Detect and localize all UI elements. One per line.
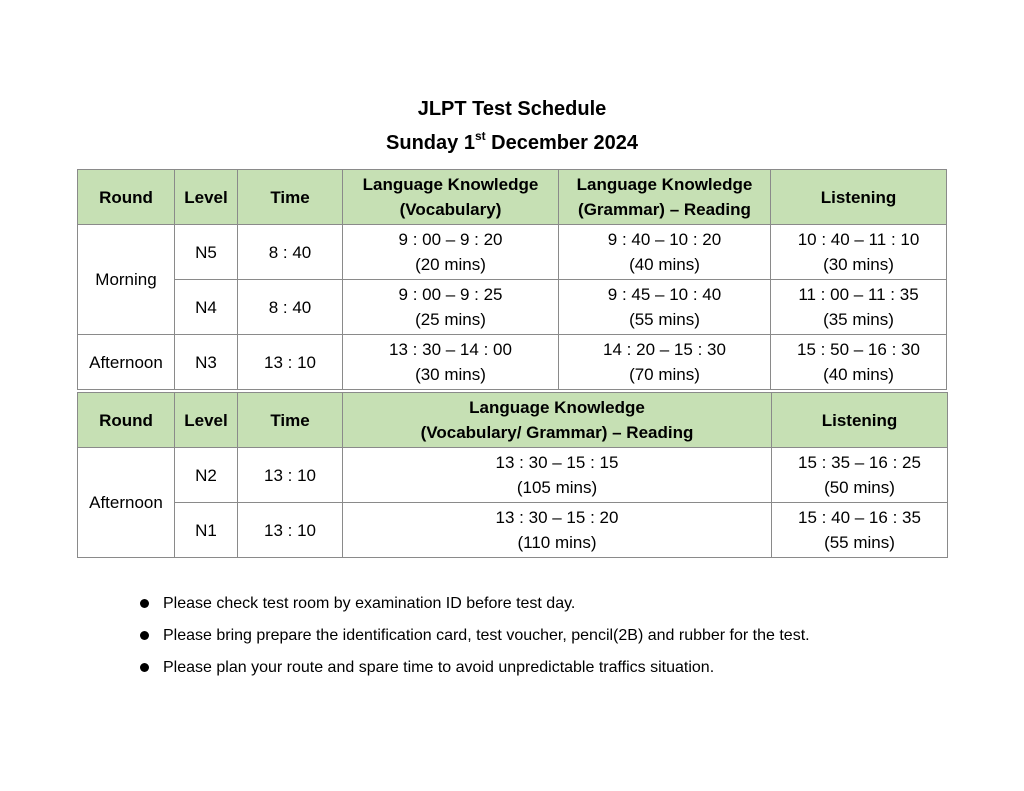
table-header-row — [78, 170, 947, 225]
header-subtext: (Vocabulary) — [399, 200, 502, 219]
header-round: Round — [78, 170, 175, 225]
title-date-suffix: December 2024 — [485, 132, 638, 154]
time-range: 9 : 00 – 9 : 20 — [398, 230, 503, 249]
title-date-ordinal: st — [474, 129, 486, 143]
schedule-table-2 — [77, 392, 948, 558]
language-knowledge-cell — [343, 503, 772, 558]
title-line-2 — [0, 126, 1024, 160]
header-level: Level — [175, 170, 238, 225]
list-item — [137, 624, 810, 656]
time-range: 15 : 40 – 16 : 35 — [798, 508, 921, 527]
table-header-row — [78, 393, 948, 448]
note-text: Please plan your route and spare time to avoid unpredictable traffics situation. — [163, 659, 715, 676]
duration: (40 mins) — [823, 365, 894, 384]
table-row — [78, 280, 947, 335]
note-text: Please bring prepare the identification card, test voucher, pencil(2B) and rubber for the test. — [163, 627, 810, 644]
time-cell: 13 : 10 — [238, 448, 343, 503]
bullet-icon — [140, 599, 149, 608]
header-text: Language Knowledge — [362, 175, 539, 194]
level-cell: N3 — [175, 335, 238, 390]
duration: (55 mins) — [629, 310, 700, 329]
table-row — [78, 225, 947, 280]
time-range: 9 : 45 – 10 : 40 — [607, 285, 722, 304]
header-level: Level — [175, 393, 238, 448]
time-cell: 8 : 40 — [238, 280, 343, 335]
schedule-table-1 — [77, 169, 947, 390]
duration: (70 mins) — [629, 365, 700, 384]
time-range: 13 : 30 – 15 : 15 — [495, 453, 619, 472]
list-item — [137, 592, 810, 624]
time-range: 13 : 30 – 15 : 20 — [495, 508, 619, 527]
header-round: Round — [78, 393, 175, 448]
time-range: 13 : 30 – 14 : 00 — [389, 340, 512, 359]
bullet-icon — [140, 631, 149, 640]
round-cell-morning: Morning — [78, 225, 175, 335]
header-text: Language Knowledge — [576, 175, 753, 194]
vocab-cell — [343, 280, 559, 335]
header-text: Language Knowledge — [469, 398, 645, 417]
listening-cell — [771, 280, 947, 335]
time-range: 15 : 35 – 16 : 25 — [798, 453, 921, 472]
time-range: 14 : 20 – 15 : 30 — [603, 340, 726, 359]
time-cell: 8 : 40 — [238, 225, 343, 280]
duration: (35 mins) — [823, 310, 894, 329]
level-cell: N5 — [175, 225, 238, 280]
header-subtext: (Grammar) – Reading — [578, 200, 751, 219]
level-cell: N4 — [175, 280, 238, 335]
duration: (50 mins) — [824, 478, 895, 497]
duration: (30 mins) — [823, 255, 894, 274]
duration: (110 mins) — [517, 533, 597, 552]
listening-cell — [772, 503, 948, 558]
table-row — [78, 503, 948, 558]
duration: (105 mins) — [516, 478, 598, 497]
time-range: 15 : 50 – 16 : 30 — [797, 340, 920, 359]
title-date-prefix: Sunday 1 — [386, 132, 475, 154]
level-cell: N1 — [175, 503, 238, 558]
level-cell: N2 — [175, 448, 238, 503]
duration: (25 mins) — [415, 310, 486, 329]
duration: (20 mins) — [415, 255, 486, 274]
title-line-1: JLPT Test Schedule — [417, 98, 607, 120]
header-grammar-reading — [559, 170, 771, 225]
header-time: Time — [238, 170, 343, 225]
vocab-cell — [343, 335, 559, 390]
page-title — [0, 92, 1024, 160]
vocab-cell — [343, 225, 559, 280]
header-vocabulary — [343, 170, 559, 225]
duration: (30 mins) — [415, 365, 486, 384]
time-range: 10 : 40 – 11 : 10 — [797, 230, 920, 249]
note-text: Please check test room by examination ID before test day. — [163, 595, 576, 612]
header-subtext: (Vocabulary/ Grammar) – Reading — [420, 423, 694, 442]
listening-cell — [771, 225, 947, 280]
language-knowledge-cell — [343, 448, 772, 503]
notes-list — [137, 592, 810, 688]
listening-cell — [772, 448, 948, 503]
duration: (40 mins) — [629, 255, 700, 274]
time-range: 9 : 40 – 10 : 20 — [607, 230, 722, 249]
table-row — [78, 448, 948, 503]
table-row — [78, 335, 947, 390]
round-cell-afternoon: Afternoon — [78, 448, 175, 558]
list-item — [137, 656, 810, 688]
listening-cell — [771, 335, 947, 390]
grammar-cell — [559, 280, 771, 335]
grammar-cell — [559, 335, 771, 390]
time-range: 9 : 00 – 9 : 25 — [398, 285, 503, 304]
header-listening: Listening — [771, 170, 947, 225]
time-range: 11 : 00 – 11 : 35 — [798, 285, 919, 304]
bullet-icon — [140, 663, 149, 672]
time-cell: 13 : 10 — [238, 503, 343, 558]
header-time: Time — [238, 393, 343, 448]
grammar-cell — [559, 225, 771, 280]
header-listening: Listening — [772, 393, 948, 448]
duration: (55 mins) — [824, 533, 895, 552]
header-language-knowledge — [343, 393, 772, 448]
round-cell-afternoon: Afternoon — [78, 335, 175, 390]
time-cell: 13 : 10 — [238, 335, 343, 390]
